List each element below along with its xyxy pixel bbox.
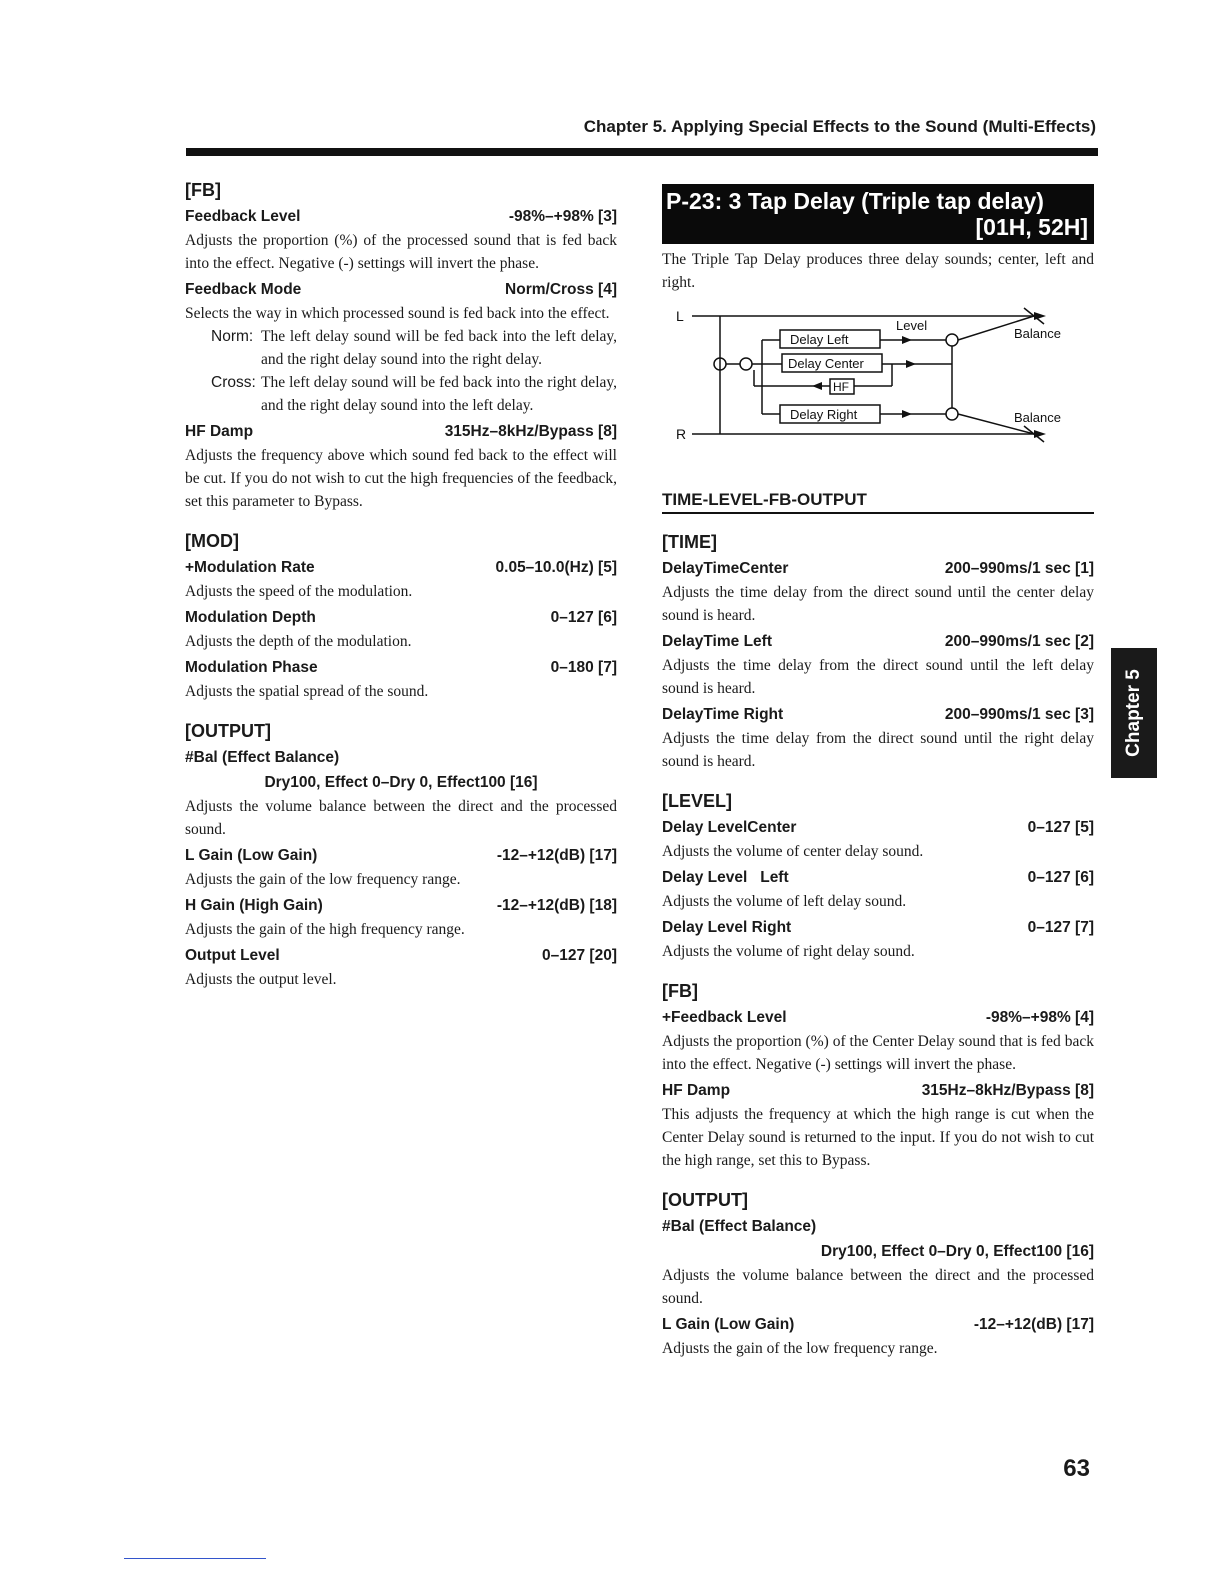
param-name: Delay Level Right [662,919,792,936]
diagram-balance-bottom: Balance [1014,410,1061,425]
param-value: -98%–+98% [3] [508,208,617,225]
param-name: #Bal (Effect Balance) [662,1218,817,1235]
diagram-delay-right: Delay Right [790,407,858,422]
footer-rule [124,1558,266,1559]
section-level: [LEVEL] [662,791,732,811]
header-rule [186,148,1098,156]
option-text: The left delay sound will be fed back into the right delay, and the right delay sound into the left delay. [261,374,617,414]
param-value: 0.05–10.0(Hz) [5] [495,559,617,576]
section-mod: [MOD] [185,531,239,551]
section-fb: [FB] [185,180,221,200]
diagram-delay-left: Delay Left [790,332,849,347]
parameter-group-heading: TIME-LEVEL-FB-OUTPUT [662,490,1094,514]
param-name: DelayTimeCenter [662,560,789,577]
chapter-header: Chapter 5. Applying Special Effects to the Sound (Multi-Effects) [583,117,1096,136]
param-desc: Adjusts the time delay from the direct sound until the right delay sound is heard. [662,730,1094,770]
param-delay-time-left [662,632,1094,652]
param-modulation-depth [185,608,617,628]
param-name: +Feedback Level [662,1009,787,1026]
param-high-gain [185,896,617,916]
param-value: Dry100, Effect 0–Dry 0, Effect100 [16] [820,1243,1094,1260]
option-key: Norm: [211,328,254,345]
param-value: 0–127 [6] [550,609,617,626]
param-desc: Adjusts the volume of center delay sound. [662,843,924,860]
param-delay-level-right [662,918,1094,938]
param-name: L Gain (Low Gain) [662,1316,795,1333]
param-desc: Adjusts the volume of right delay sound. [662,943,915,960]
param-name: +Modulation Rate [185,559,315,576]
param-delay-time-center [662,559,1094,579]
param-desc: Adjusts the time delay from the direct sound until the center delay sound is heard. [662,584,1094,624]
param-desc: Adjusts the frequency above which sound fed back to the effect will be cut. If you do not wish to cut the high frequencies of the feedback, set this parameter to Bypass. [185,447,617,510]
effect-intro: The Triple Tap Delay produces three delay sounds; center, left and right. [662,251,1094,291]
effect-title-line1: P-23: 3 Tap Delay (Triple tap delay) [666,188,1044,214]
param-modulation-phase [185,658,617,678]
param-desc: Adjusts the proportion (%) of the Center Delay sound that is fed back into the effect. Negative (-) settings will invert the phase. [662,1033,1094,1073]
param-desc: Adjusts the time delay from the direct sound until the left delay sound is heard. [662,657,1094,697]
section-output: [OUTPUT] [185,721,271,741]
param-value: -12–+12(dB) [17] [973,1316,1094,1333]
signal-flow-diagram [662,306,1094,476]
param-feedback-level [662,1008,1094,1028]
param-desc: Adjusts the gain of the low frequency range. [662,1340,938,1357]
param-desc: Adjusts the depth of the modulation. [185,633,412,650]
param-desc: Adjusts the volume balance between the direct and the processed sound. [662,1267,1094,1307]
param-name: Feedback Level [185,208,301,225]
left-column [185,180,617,991]
param-feedback-mode [185,280,617,300]
param-delay-time-right [662,705,1094,725]
param-desc: Adjusts the proportion (%) of the processed sound that is fed back into the effect. Negative (-) settings will invert the phase. [185,232,617,272]
param-value: 315Hz–8kHz/Bypass [8] [921,1082,1094,1099]
param-name: HF Damp [185,423,254,440]
diagram-balance-top: Balance [1014,326,1061,341]
param-low-gain [185,846,617,866]
param-effect-balance-value [662,1242,1094,1262]
param-value: 200–990ms/1 sec [2] [944,633,1094,650]
param-hf-damp [185,422,617,442]
section-time: [TIME] [662,532,717,552]
param-desc: Adjusts the output level. [185,971,337,988]
param-desc: Selects the way in which processed sound is fed back into the effect. [185,305,610,322]
param-desc: Adjusts the spatial spread of the sound. [185,683,429,700]
param-name: DelayTime Left [662,633,772,650]
param-value: 0–127 [20] [542,947,617,964]
param-name: #Bal (Effect Balance) [185,749,340,766]
param-effect-balance [185,748,617,768]
param-desc: This adjusts the frequency at which the high range is cut when the Center Delay sound is returned to the input. If you do not wish to cut the high range, set this to Bypass. [662,1106,1094,1169]
param-effect-balance [662,1217,1094,1237]
diagram-level: Level [896,318,928,333]
param-name: L Gain (Low Gain) [185,847,318,864]
section-output: [OUTPUT] [662,1190,748,1210]
param-value: 0–127 [6] [1027,869,1094,886]
chapter-tab-label: Chapter 5 [1123,669,1144,757]
param-name: Modulation Phase [185,659,318,676]
param-name: Delay Level Left [662,869,789,886]
param-desc: Adjusts the speed of the modulation. [185,583,413,600]
param-value: -12–+12(dB) [18] [496,897,617,914]
page-number: 63 [1063,1455,1090,1482]
param-value: Norm/Cross [4] [505,281,617,298]
effect-title-line2: [01H, 52H] [975,214,1088,240]
option-norm [211,325,617,371]
param-value: -98%–+98% [4] [985,1009,1094,1026]
param-value: Dry100, Effect 0–Dry 0, Effect100 [16] [264,774,538,791]
diagram-label-l: L [676,308,684,324]
chapter-tab [1111,648,1157,778]
param-delay-level-left [662,868,1094,888]
right-column [662,180,1094,1360]
param-name: HF Damp [662,1082,731,1099]
diagram-label-r: R [676,426,687,442]
param-output-level [185,946,617,966]
param-delay-level-center [662,818,1094,838]
param-desc: Adjusts the gain of the low frequency range. [185,871,461,888]
param-name: Delay LevelCenter [662,819,797,836]
param-name: Feedback Mode [185,281,302,298]
diagram-hf: HF [833,380,849,394]
param-value: 200–990ms/1 sec [3] [944,706,1094,723]
param-desc: Adjusts the gain of the high frequency range. [185,921,465,938]
param-value: 315Hz–8kHz/Bypass [8] [444,423,617,440]
param-name: H Gain (High Gain) [185,897,323,914]
param-desc: Adjusts the volume balance between the direct and the processed sound. [185,798,617,838]
option-cross [211,371,617,417]
param-name: Modulation Depth [185,609,316,626]
param-low-gain [662,1315,1094,1335]
param-value: 0–127 [7] [1027,919,1094,936]
param-value: -12–+12(dB) [17] [496,847,617,864]
param-effect-balance-value [185,773,617,793]
param-feedback-level [185,207,617,227]
param-value: 0–127 [5] [1027,819,1094,836]
diagram-delay-center: Delay Center [788,356,864,371]
param-desc: Adjusts the volume of left delay sound. [662,893,907,910]
section-fb: [FB] [662,981,698,1001]
param-name: DelayTime Right [662,706,784,723]
param-value: 200–990ms/1 sec [1] [944,560,1094,577]
option-key: Cross: [211,374,256,391]
param-name: Output Level [185,947,280,964]
effect-title [662,184,1094,244]
param-modulation-rate [185,558,617,578]
option-text: The left delay sound will be fed back into the left delay, and the right delay sound into the right delay. [261,328,617,368]
param-value: 0–180 [7] [550,659,617,676]
param-hf-damp [662,1081,1094,1101]
